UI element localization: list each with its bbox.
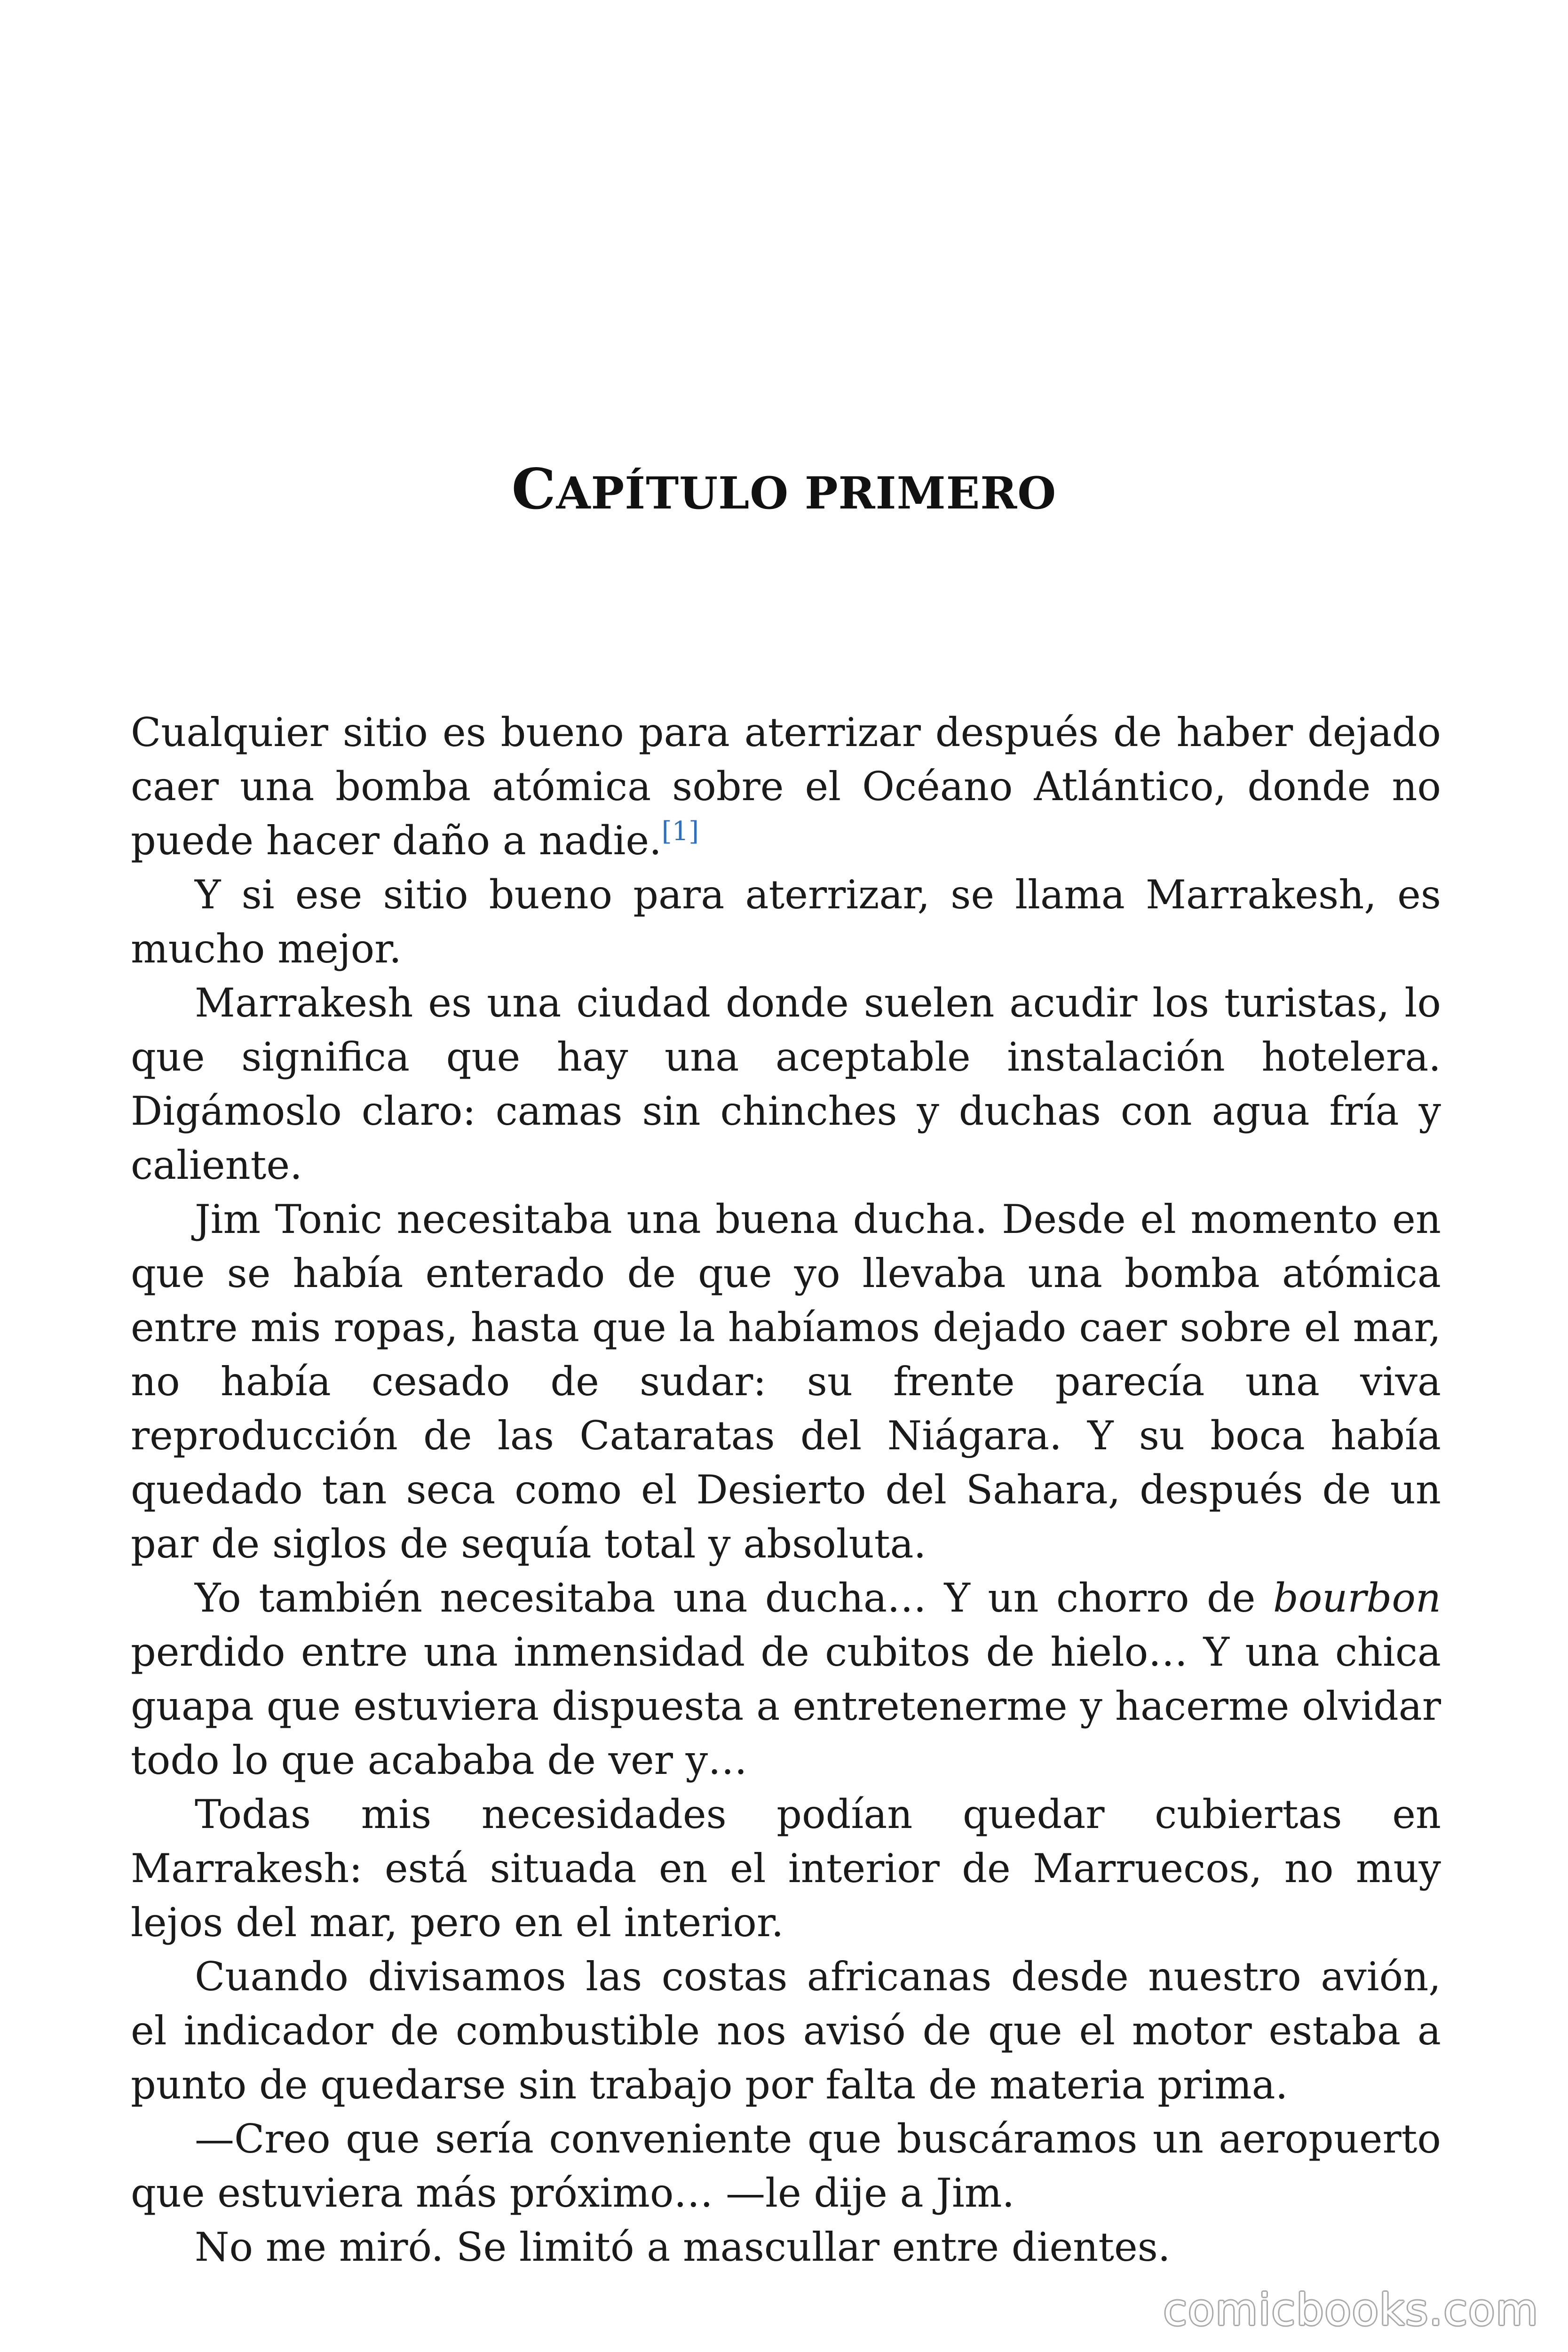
chapter-title bbox=[0, 456, 1568, 522]
paragraph-9: No me miró. Se limitó a mascullar entre dientes. bbox=[195, 2224, 1171, 2270]
paragraph-5-text-before: Yo también necesitaba una ducha… Y un chorro de bbox=[195, 1575, 1273, 1621]
paragraph-7: Cuando divisamos las costas africanas desde nuestro avión, el indicador de combustible nos avisó de que el motor estaba a punto de quedarse sin trabajo por falta de materia prima. bbox=[131, 1954, 1441, 2108]
watermark: comicbooks.com bbox=[1163, 2285, 1539, 2335]
paragraph-4: Jim Tonic necesitaba una buena ducha. Desde el momento en que se había enterado de que yo llevaba una bomba atómica entre mis ropas, hasta que la habíamos dejado caer sobre el mar, no había cesado de sudar: su frente parecía una viva reproducción de las Cataratas del Niágara. Y su boca había quedado tan seca como el Desierto del Sahara, después de un par de siglos de sequía total y absoluta. bbox=[131, 1196, 1441, 1567]
paragraph-3: Marrakesh es una ciudad donde suelen acudir los turistas, lo que significa que hay una aceptable instalación hotelera. Digámoslo claro: camas sin chinches y duchas con agua fría y caliente. bbox=[131, 980, 1441, 1188]
paragraph-8: —Creo que sería conveniente que buscáramos un aeropuerto que estuviera más próximo… —le dije a Jim. bbox=[131, 2116, 1441, 2216]
footnote-reference-link[interactable]: [1] bbox=[661, 816, 699, 847]
paragraph-5-text-after: perdido entre una inmensidad de cubitos de hielo… Y una chica guapa que estuviera dispuesta a entretenerme y hacerme olvidar todo lo que acababa de ver y… bbox=[131, 1629, 1441, 1783]
paragraph-6: Todas mis necesidades podían quedar cubiertas en Marrakesh: está situada en el interior de Marruecos, no muy lejos del mar, pero en el interior. bbox=[131, 1791, 1441, 1946]
paragraph-2: Y si ese sitio bueno para aterrizar, se llama Marrakesh, es mucho mejor. bbox=[131, 872, 1441, 972]
paragraph-5-italic: bourbon bbox=[1273, 1575, 1441, 1621]
paragraph-1 bbox=[131, 706, 1441, 868]
chapter-body bbox=[131, 706, 1441, 2274]
paragraph-1-text: Cualquier sitio es bueno para aterrizar después de haber dejado caer una bomba atómica sobre el Océano Atlántico, donde no puede hacer daño a nadie. bbox=[131, 709, 1441, 864]
chapter-title-initial: C bbox=[511, 456, 556, 522]
paragraph-5 bbox=[131, 1571, 1441, 1788]
chapter-title-rest: APÍTULO PRIMERO bbox=[556, 468, 1057, 519]
